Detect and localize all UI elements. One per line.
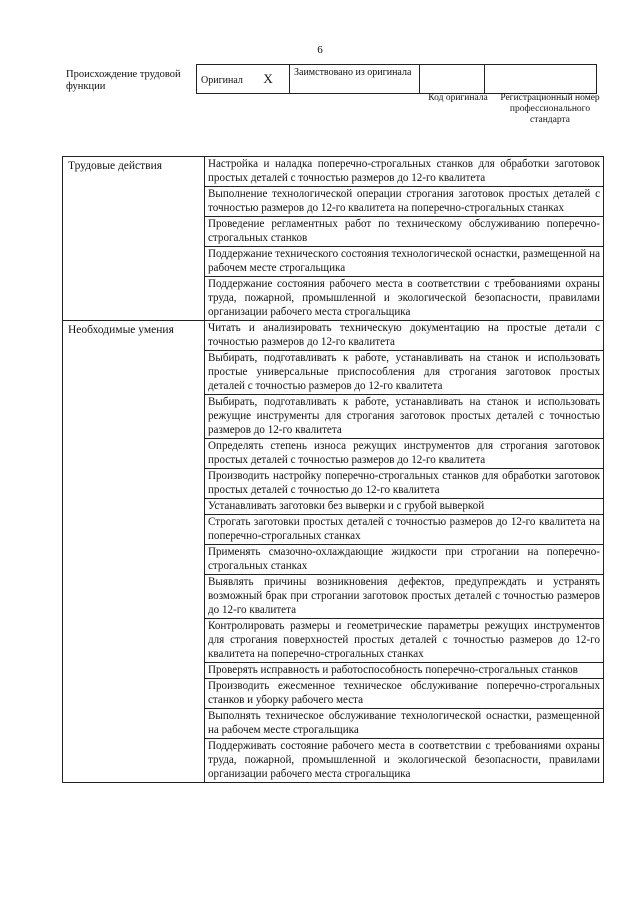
original-mark: X <box>263 71 273 86</box>
original-cell <box>197 65 290 94</box>
list-item: Строгать заготовки простых деталей с точностью размеров до 12-го квалитета на поперечно-строгальных станках <box>205 515 604 545</box>
list-item: Выбирать, подготавливать к работе, устанавливать на станок и использовать режущие инструменты для строгания заготовок простых деталей с точностью размеров до 12-го квалитета <box>205 395 604 439</box>
list-item: Выполнять техническое обслуживание технологической оснастки, размещенной на рабочем месте строгальщика <box>205 709 604 739</box>
list-item: Выбирать, подготавливать к работе, устанавливать на станок и использовать простые универсальные приспособления для строгания заготовок простых деталей с точностью размеров до 12-го квалитета <box>205 351 604 395</box>
list-item: Поддерживать состояние рабочего места в соответствии с требованиями охраны труда, пожарной, промышленной и экологической безопасности, правилами организации рабочего места строгальщика <box>205 739 604 783</box>
original-label: Оригинал <box>201 75 243 86</box>
function-table-body <box>63 157 604 783</box>
list-item: Контролировать размеры и геометрические параметры режущих инструментов для строгания поверхностей простых деталей с точностью размеров до 12-го квалитета на поперечно-строгальных станках <box>205 619 604 663</box>
section-heading: Необходимые умения <box>63 321 205 783</box>
borrowed-cell <box>290 65 420 94</box>
table-row <box>63 321 604 351</box>
page-number: 6 <box>317 44 323 56</box>
list-item: Устанавливать заготовки без выверки и с грубой выверкой <box>205 499 604 515</box>
list-item: Выполнение технологической операции строгания заготовок простых деталей с точностью размеров до 12-го квалитета на поперечно-строгальных станках <box>205 187 604 217</box>
list-item: Производить настройку поперечно-строгальных станков для обработки заготовок простых деталей с точностью до 12-го квалитета <box>205 469 604 499</box>
list-item: Проверять исправность и работоспособность поперечно-строгальных станков <box>205 663 604 679</box>
code-cell <box>420 65 485 94</box>
borrowed-label: Заимствовано из оригинала <box>294 67 412 78</box>
list-item: Определять степень износа режущих инструментов для строгания заготовок простых деталей с точностью размеров до 12-го квалитета <box>205 439 604 469</box>
list-item: Применять смазочно-охлаждающие жидкости при строгании на поперечно-строгальных станках <box>205 545 604 575</box>
list-item: Поддержание технического состояния технологической оснастки, размещенной на рабочем месте строгальщика <box>205 247 604 277</box>
reg-number-caption: Регистрационный номер профессионального стандарта <box>500 93 600 125</box>
list-item: Производить ежесменное техническое обслуживание поперечно-строгальных станков и уборку рабочего места <box>205 679 604 709</box>
section-heading: Трудовые действия <box>63 157 205 321</box>
code-caption: Код оригинала <box>428 93 488 103</box>
function-table <box>62 156 604 783</box>
table-row <box>63 157 604 187</box>
reg-number-cell <box>485 65 597 94</box>
list-item: Выявлять причины возникновения дефектов, предупреждать и устранять возможный брак при строгании заготовок простых деталей с точностью размеров до 12-го квалитета <box>205 575 604 619</box>
origin-table <box>196 64 597 94</box>
list-item: Читать и анализировать техническую документацию на простые детали с точностью размеров до 12-го квалитета <box>205 321 604 351</box>
list-item: Поддержание состояния рабочего места в соответствии с требованиями охраны труда, пожарной, промышленной и экологической безопасности, правилами организации рабочего места строгальщика <box>205 277 604 321</box>
list-item: Проведение регламентных работ по техническому обслуживанию поперечно-строгальных станков <box>205 217 604 247</box>
origin-label: Происхождение трудовой функции <box>66 69 181 92</box>
list-item: Настройка и наладка поперечно-строгальных станков для обработки заготовок простых деталей с точностью размеров до 12-го квалитета <box>205 157 604 187</box>
